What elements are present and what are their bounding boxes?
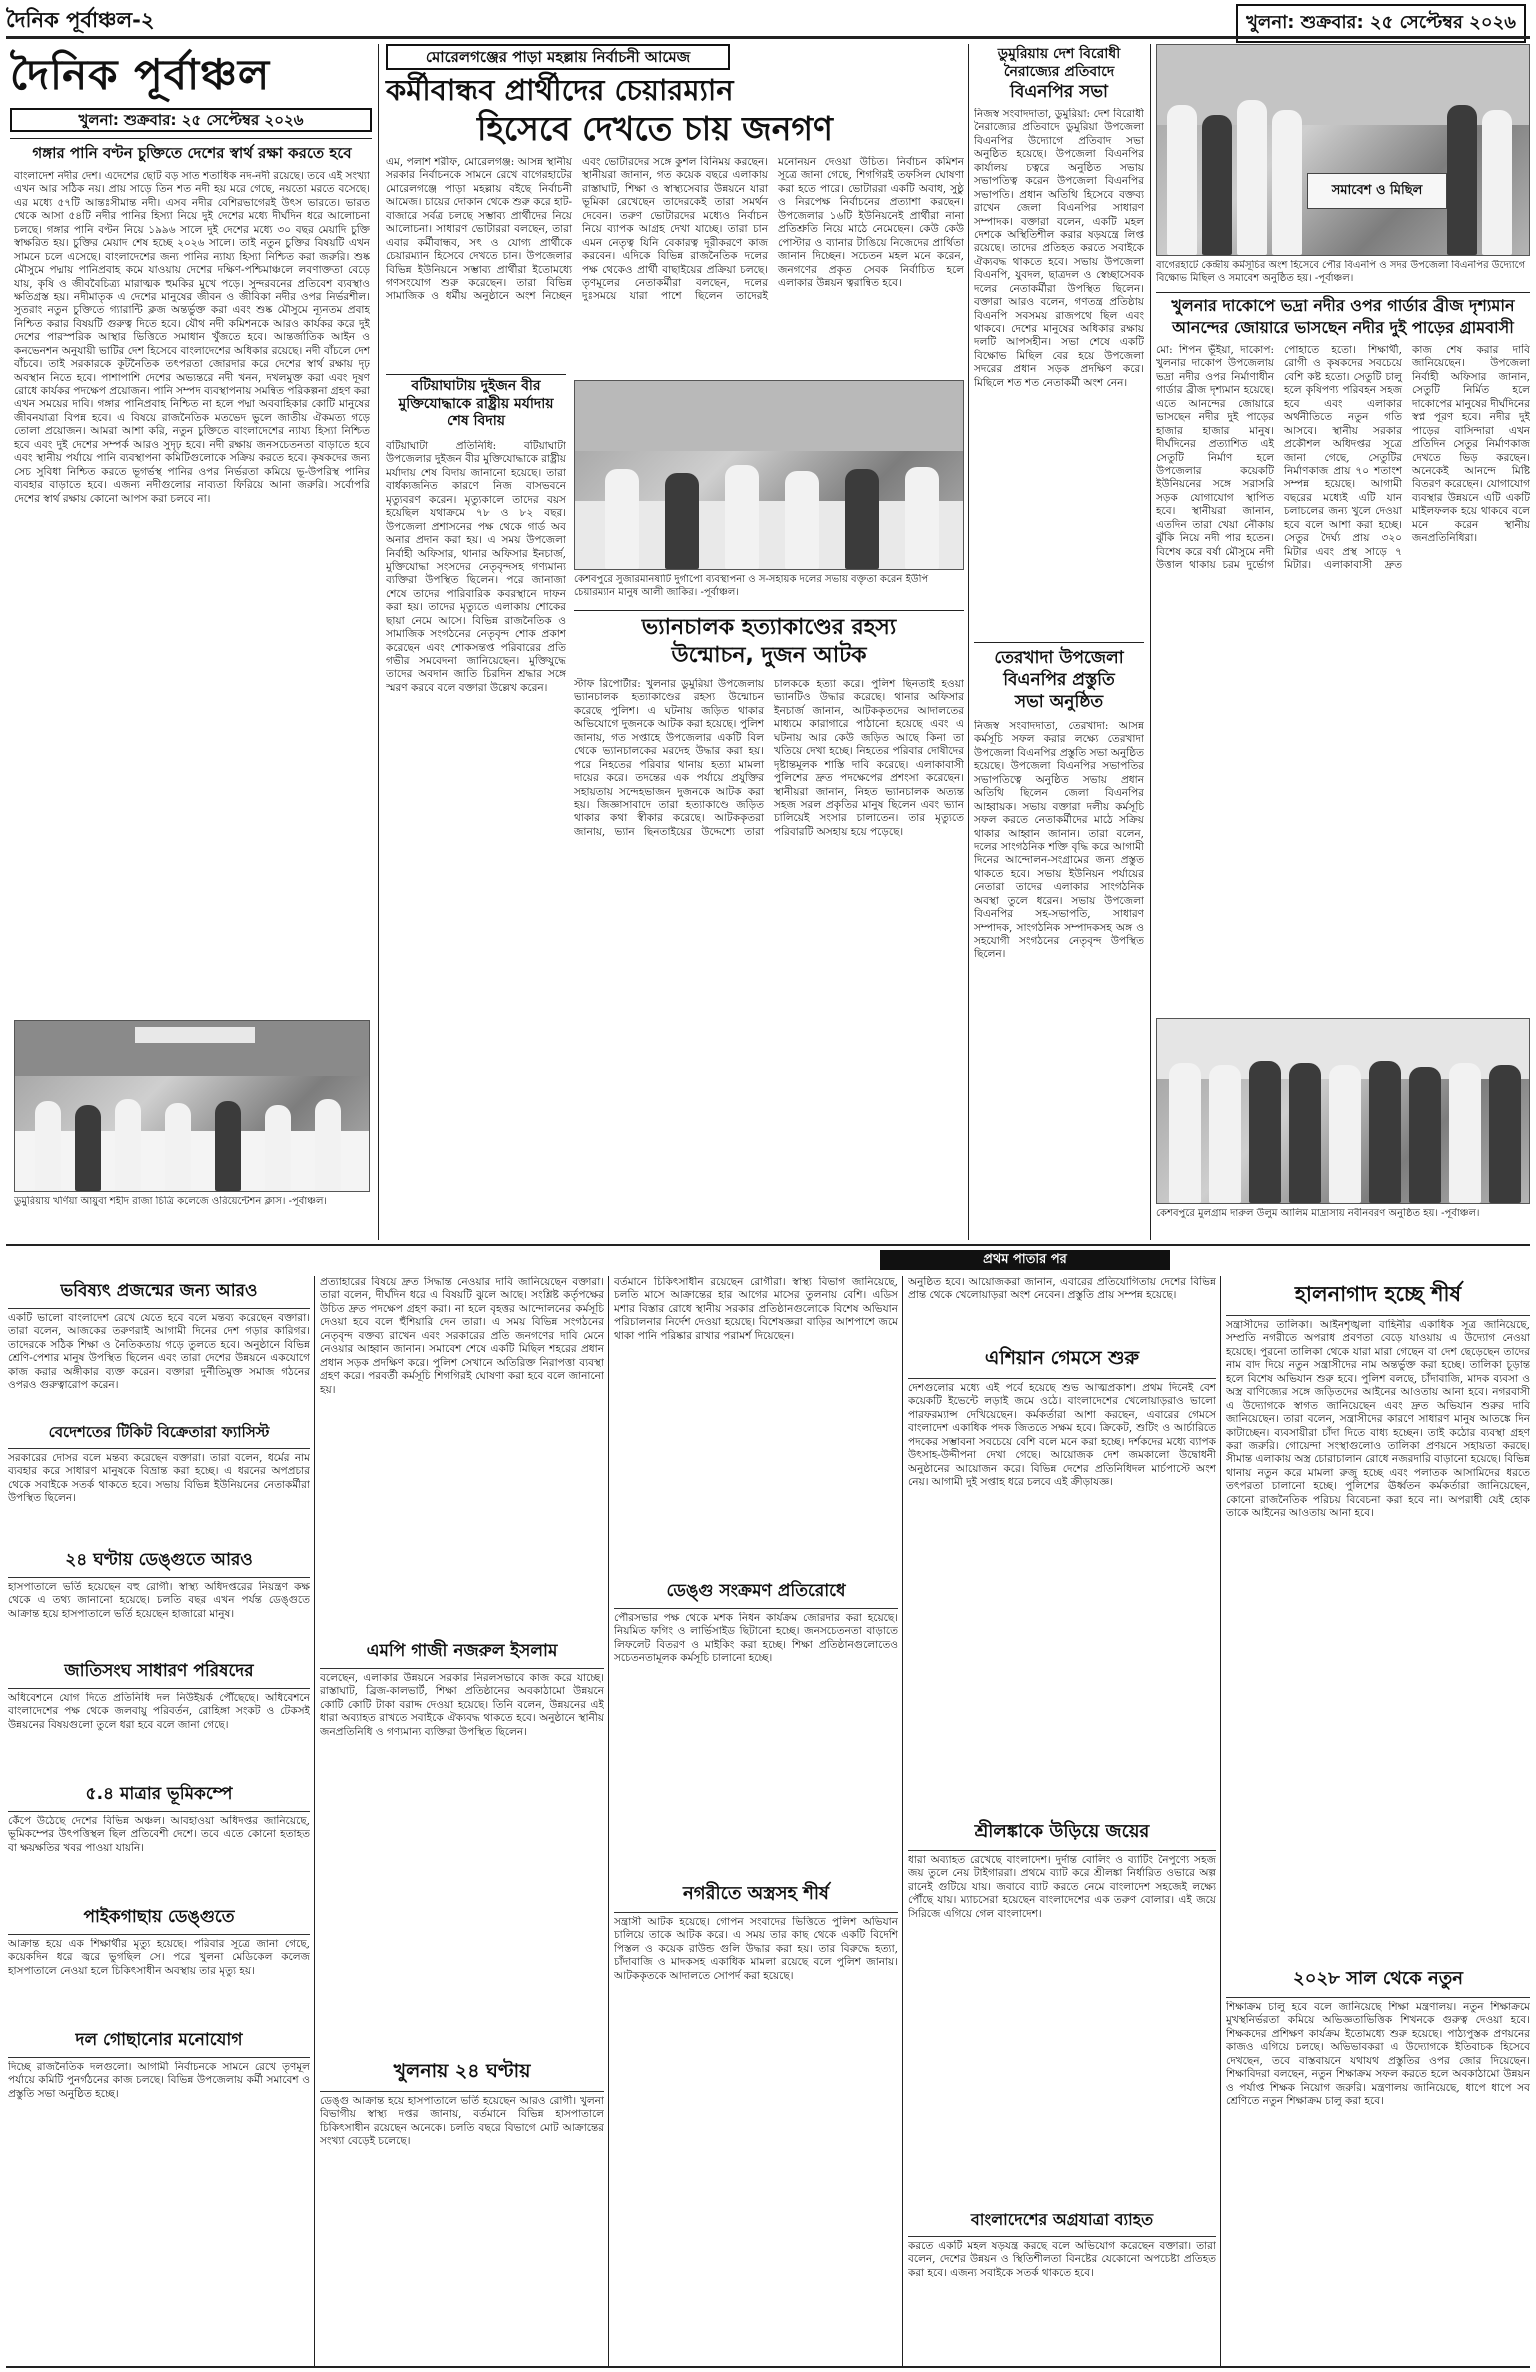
b4-text-1: অনুষ্ঠিত হবে। আয়োজকরা জানান, এবারের প্রতিযোগিতায় দেশের বিভিন্ন প্রান্ত থেকে খেলোয়াড়রা অংশ নেবেন। প্রস্তুতি প্রায় সম্পন্ন হয়েছে।	[908, 1276, 1216, 1302]
col4-photo-2-caption: কেশবপুরে মুলগ্রাম দারুল উলুম আলিম মাদ্রাসায় নবীনবরণ অনুষ্ঠিত হয়। -পূর্বাঞ্চল।	[1156, 1208, 1480, 1219]
b1-text-5: কেঁপে উঠেছে দেশের বিভিন্ন অঞ্চল। আবহাওয়া অধিদপ্তর জানিয়েছে, ভূমিকম্পের উৎপত্তিস্থল ছিল প্রতিবেশী দেশে। তবে এতে কোনো হতাহত বা ক্ষয়ক্ষতির খবর পাওয়া যায়নি।	[8, 1815, 310, 1854]
b4-text-3: ধারা অব্যাহত রেখেছে বাংলাদেশ। দুর্দান্ত বোলিং ও ব্যাটিং নৈপুণ্যে সহজ জয় তুলে নেয় টাইগাররা। প্রথমে ব্যাট করে শ্রীলঙ্কা নির্ধারিত ওভারে অল্প রানেই গুটিয়ে যায়। জবাবে ব্যাট করতে নেমে বাংলাদেশ সহজেই লক্ষ্যে পৌঁছে যায়। ম্যাচসেরা হয়েছেন বাংলাদেশের এক তরুণ বোলার। এই জয়ে সিরিজে এগিয়ে গেল বাংলাদেশ।	[908, 1854, 1216, 1920]
header-date: খুলনা: শুক্রবার: ২৫ সেপ্টেম্বর ২০২৬	[1236, 4, 1526, 43]
b4-text-4: করতে একটি মহল ষড়যন্ত্র করছে বলে অভিযোগ করেছেন বক্তারা। তারা বলেন, দেশের উন্নয়ন ও স্থিতিশীলতা বিনষ্টের যেকোনো অপচেষ্টা প্রতিহত করা হবে। এজন্য সবাইকে সতর্ক থাকতে হবে।	[908, 2240, 1216, 2279]
b5-headline-2: ২০২৮ সাল থেকে নতুন	[1226, 1962, 1530, 1998]
b2-headline-1: এমপি গাজী নজরুল ইসলাম	[320, 1636, 604, 1669]
col2-sub-body: বটিয়াঘাটা প্রতিনিধি: বটিয়াঘাটা উপজেলার দুইজন বীর মুক্তিযোদ্ধাকে রাষ্ট্রীয় মর্যাদায় শেষ বিদায় জানানো হয়েছে। তারা বার্ধক্যজনিত কারণে নিজ বাসভবনে মৃত্যুবরণ করেন। মৃত্যুকালে তাদের বয়স হয়েছিল যথাক্রমে ৭৮ ও ৮২ বছর। উপজেলা প্রশাসনের পক্ষ থেকে গার্ড অব অনার প্রদান করা হয়। এ সময় উপজেলা নির্বাহী অফিসার, থানার অফিসার ইনচার্জ, মুক্তিযোদ্ধা সংসদের নেতৃবৃন্দসহ গণ্যমান্য ব্যক্তিরা উপস্থিত ছিলেন। পরে জানাজা শেষে তাদের পারিবারিক কবরস্থানে দাফন করা হয়। তাদের মৃত্যুতে এলাকায় শোকের ছায়া নেমে আসে। বিভিন্ন রাজনৈতিক ও সামাজিক সংগঠনের নেতৃবৃন্দ শোক প্রকাশ করেছেন এবং শোকসন্তপ্ত পরিবারের প্রতি গভীর সমবেদনা জানিয়েছেন। মুক্তিযুদ্ধে তাদের অবদান জাতি চিরদিন শ্রদ্ধার সঙ্গে স্মরণ করবে বলে বক্তারা উল্লেখ করেন।	[386, 440, 566, 694]
b1-headline-7: দল গোছানোর মনোযোগ	[8, 2025, 310, 2058]
col2-headline-2: হিসেবে দেখতে চায় জনগণ	[477, 109, 833, 148]
col4-headline-1: খুলনার দাকোপে ভদ্রা নদীর ওপর গার্ডার ব্রীজ দৃশ্যমান	[1171, 296, 1515, 315]
b1-headline-6: পাইকগাছায় ডেঙ্গুতে	[8, 1902, 310, 1935]
b3-text-3: সন্ত্রাসী আটক হয়েছে। গোপন সংবাদের ভিত্তিতে পুলিশ অভিযান চালিয়ে তাকে আটক করে। এ সময় তার কাছ থেকে একটি বিদেশি পিস্তল ও কয়েক রাউন্ড গুলি উদ্ধার করা হয়। তার বিরুদ্ধে হত্যা, চাঁদাবাজি ও মাদকসহ একাধিক মামলা রয়েছে বলে পুলিশ জানায়। আটককৃতকে আদালতে সোপর্দ করা হয়েছে।	[614, 1916, 898, 1982]
col4-banner: সমাবেশ ও মিছিল	[1307, 173, 1447, 209]
bottom-col-2	[320, 1276, 604, 2366]
b1-text-3: হাসপাতালে ভর্তি হয়েছেন বহু রোগী। স্বাস্থ্য অধিদপ্তরের নিয়ন্ত্রণ কক্ষ থেকে এ তথ্য জানানো হয়েছে। চলতি বছর এখন পর্যন্ত ডেঙ্গুতে আক্রান্ত হয়ে হাসপাতালে ভর্তি হয়েছেন হাজারো মানুষ।	[8, 1581, 310, 1620]
b1-headline-4: জাতিসংঘ সাধারণ পরিষদের	[8, 1656, 310, 1689]
b4-text-2: দেশগুলোর মধ্যে এই পর্বে হয়েছে শুভ আত্মপ্রকাশ। প্রথম দিনেই বেশ কয়েকটি ইভেন্টে লড়াই জমে ওঠে। বাংলাদেশের খেলোয়াড়রাও ভালো পারফরম্যান্স দেখিয়েছেন। কর্মকর্তারা আশা করছেন, এবারের গেমসে বাংলাদেশ একাধিক পদক জিততে সক্ষম হবে। ক্রিকেট, শুটিং ও আর্চারিতে পদকের সম্ভাবনা সবচেয়ে বেশি বলে মনে করা হচ্ছে। দর্শকদের মধ্যে ব্যাপক উৎসাহ-উদ্দীপনা দেখা গেছে। আয়োজক দেশ জমকালো উদ্বোধনী অনুষ্ঠানের আয়োজন করে। বিভিন্ন দেশের প্রতিনিধিদল মার্চপাস্টে অংশ নেয়। আগামী দুই সপ্তাহ ধরে চলবে এই ক্রীড়াযজ্ঞ।	[908, 1382, 1216, 1489]
b1-headline-2: বেদেশতের টিকিট বিক্রেতারা ফ্যাসিস্ট	[8, 1419, 310, 1449]
col3-headline-1: ডুমুরিয়ায় দেশ বিরোধী	[997, 46, 1121, 62]
b1-headline-3: ২৪ ঘণ্টায় ডেঙ্গুতে আরও	[8, 1545, 310, 1578]
col4-photo-caption: বাগেরহাটে কেন্দ্রীয় কর্মসূচির অংশ হিসেবে পৌর বিএনপি ও সদর উপজেলা বিএনপির উদ্যোগে বিক্ষোভ মিছিল ও সমাবেশ অনুষ্ঠিত হয়। -পূর্বাঞ্চল।	[1156, 260, 1526, 284]
b5-text-1: সন্ত্রাসীদের তালিকা। আইনশৃঙ্খলা বাহিনীর একাধিক সূত্র জানিয়েছে, সম্প্রতি নগরীতে অপরাধ প্রবণতা বেড়ে যাওয়ায় এ উদ্যোগ নেওয়া হয়েছে। পুরনো তালিকা থেকে যারা মারা গেছেন বা দেশ ছেড়েছেন তাদের নাম বাদ দিয়ে নতুন সন্ত্রাসীদের নাম অন্তর্ভুক্ত করা হচ্ছে। তালিকা চূড়ান্ত হলে বিশেষ অভিযান শুরু হবে। পুলিশ বলছে, চাঁদাবাজি, মাদক ব্যবসা ও অস্ত্র বাণিজ্যের সঙ্গে জড়িতদের আইনের আওতায় আনা হবে। নগরবাসী এ উদ্যোগকে স্বাগত জানিয়েছেন এবং দ্রুত অভিযান শুরুর দাবি জানিয়েছেন। তারা বলেন, সন্ত্রাসীদের কারণে সাধারণ মানুষ আতঙ্কে দিন কাটাচ্ছেন। ব্যবসায়ীরা চাঁদা দিতে বাধ্য হচ্ছেন। তাই কঠোর ব্যবস্থা গ্রহণ করা জরুরি। গোয়েন্দা সংস্থাগুলোও তালিকা প্রণয়নে সহায়তা করছে। সীমান্ত এলাকায় অস্ত্র চোরাচালান রোধে নজরদারি বাড়ানো হয়েছে। বিভিন্ন থানায় নতুন করে মামলা রুজু হচ্ছে এবং পলাতক আসামিদের ধরতে তৎপরতা চালানো হচ্ছে। পুলিশের ঊর্ধ্বতন কর্মকর্তারা জানিয়েছেন, কোনো রাজনৈতিক পরিচয় বিবেচনা করা হবে না। অপরাধী যেই হোক তাকে আইনের আওতায় আনা হবে।	[1226, 1319, 1530, 1520]
masthead-date: খুলনা: শুক্রবার: ২৫ সেপ্টেম্বর ২০২৬	[10, 108, 372, 132]
col4-headline-2: আনন্দের জোয়ারে ভাসছেন নদীর দুই পাড়ের গ্রামবাসী	[1172, 318, 1514, 337]
col2-lower-headline-1: ভ্যানচালক হত্যাকাণ্ডের রহস্য	[641, 615, 897, 640]
col3-body: নিজস্ব সংবাদদাতা, ডুমুরিয়া: দেশ বিরোধী নৈরাজ্যের প্রতিবাদে ডুমুরিয়া উপজেলা বিএনপির উদ্যোগে প্রতিবাদ সভা অনুষ্ঠিত হয়েছে। উপজেলা বিএনপির কার্যালয় চত্বরে অনুষ্ঠিত সভায় সভাপতিত্ব করেন উপজেলা বিএনপির সভাপতি। প্রধান অতিথি হিসেবে বক্তব্য রাখেন জেলা বিএনপির সাধারণ সম্পাদক। বক্তারা বলেন, একটি মহল দেশকে অস্থিতিশীল করার ষড়যন্ত্রে লিপ্ত রয়েছে। তাদের প্রতিহত করতে সবাইকে ঐক্যবদ্ধ থাকতে হবে। সভায় উপজেলা বিএনপি, যুবদল, ছাত্রদল ও স্বেচ্ছাসেবক দলের নেতাকর্মীরা উপস্থিত ছিলেন। বক্তারা আরও বলেন, গণতন্ত্র প্রতিষ্ঠায় বিএনপি সবসময় রাজপথে ছিল এবং থাকবে। দেশের মানুষের অধিকার রক্ষায় দলটি আপসহীন। সভা শেষে একটি বিক্ষোভ মিছিল বের হয়ে উপজেলা সদরের প্রধান সড়ক প্রদক্ষিণ করে। মিছিলে শত শত নেতাকর্মী অংশ নেন।	[974, 108, 1144, 389]
bottom-col-3	[614, 1276, 898, 2366]
bottom-col-5	[1226, 1276, 1530, 2366]
col1-photo-caption: ডুমুরিয়ায় খর্ণিয়া আয়ুবা শহীদ রাজা চিত্রি কলেজে ওরিয়েন্টেশন ক্লাস। -পূর্বাঞ্চল।	[14, 1196, 327, 1207]
section-name: দৈনিক পূর্বাঞ্চল-২	[6, 8, 155, 32]
col1-photo	[14, 1020, 370, 1192]
b3-headline-1: ডেঙ্গু সংক্রমণ প্রতিরোধে	[614, 1576, 898, 1609]
col4-body: মো: শিপন ভূঁইয়া, দাকোপ: খুলনার দাকোপ উপজেলায় ভদ্রা নদীর ওপর নির্মাণাধীন গার্ডার ব্রীজ দৃশ্যমান হয়েছে। এতে আনন্দের জোয়ারে ভাসছেন নদীর দুই পাড়ের হাজার হাজার মানুষ। দীর্ঘদিনের প্রত্যাশিত এই সেতুটি নির্মাণ হলে উপজেলার কয়েকটি ইউনিয়নের সঙ্গে সরাসরি সড়ক যোগাযোগ স্থাপিত হবে। স্থানীয়রা জানান, এতদিন তারা খেয়া নৌকায় ঝুঁকি নিয়ে নদী পার হতেন। বিশেষ করে বর্ষা মৌসুমে নদী উত্তাল থাকায় চরম দুর্ভোগ পোহাতে হতো। শিক্ষার্থী, রোগী ও কৃষকদের সবচেয়ে বেশি কষ্ট হতো। সেতুটি চালু হলে কৃষিপণ্য পরিবহন সহজ হবে এবং এলাকার অর্থনীতিতে নতুন গতি আসবে। স্থানীয় সরকার প্রকৌশল অধিদপ্তর সূত্রে জানা গেছে, সেতুটির নির্মাণকাজ প্রায় ৭০ শতাংশ সম্পন্ন হয়েছে। আগামী বছরের মধ্যেই এটি যান চলাচলের জন্য খুলে দেওয়া হবে বলে আশা করা হচ্ছে। সেতুর দৈর্ঘ্য প্রায় ৩২০ মিটার এবং প্রস্থ সাড়ে ৭ মিটার। এলাকাবাসী দ্রুত কাজ শেষ করার দাবি জানিয়েছেন। উপজেলা নির্বাহী অফিসার জানান, সেতুটি নির্মিত হলে দাকোপের মানুষের দীর্ঘদিনের স্বপ্ন পূরণ হবে। নদীর দুই পাড়ের বাসিন্দারা এখন প্রতিদিন সেতুর নির্মাণকাজ দেখতে ভিড় করছেন। অনেকেই আনন্দে মিষ্টি বিতরণ করেছেন। যোগাযোগ ব্যবস্থার উন্নয়নে এটি একটি মাইলফলক হয়ে থাকবে বলে মনে করেন স্থানীয় জনপ্রতিনিধিরা।	[1156, 344, 1530, 571]
b4-headline-2: শ্রীলঙ্কাকে উড়িয়ে জয়ের	[908, 1815, 1216, 1851]
b1-text-7: দিচ্ছে রাজনৈতিক দলগুলো। আগামী নির্বাচনকে সামনে রেখে তৃণমূল পর্যায়ে কমিটি পুনর্গঠনের কাজ চলছে। বিভিন্ন উপজেলায় কর্মী সমাবেশ ও প্রস্তুতি সভা অনুষ্ঠিত হচ্ছে।	[8, 2061, 310, 2100]
col3-sub-headline-1: তেরখাদা উপজেলা	[994, 648, 1124, 668]
b2-text-2: বলেছেন, এলাকার উন্নয়নে সরকার নিরলসভাবে কাজ করে যাচ্ছে। রাস্তাঘাট, ব্রিজ-কালভার্ট, শিক্ষা প্রতিষ্ঠানের অবকাঠামো উন্নয়নে কোটি কোটি টাকা বরাদ্দ দেওয়া হয়েছে। তিনি বলেন, উন্নয়নের এই ধারা অব্যাহত রাখতে সবাইকে ঐক্যবদ্ধ থাকতে হবে। অনুষ্ঠানে স্থানীয় জনপ্রতিনিধি ও গণ্যমান্য ব্যক্তিরা উপস্থিত ছিলেন।	[320, 1672, 604, 1738]
b2-headline-2: খুলনায় ২৪ ঘণ্টায়	[320, 2055, 604, 2092]
col3-sub-body: নিজস্ব সংবাদদাতা, তেরখাদা: আসন্ন কর্মসূচি সফল করার লক্ষ্যে তেরখাদা উপজেলা বিএনপির প্রস্তুতি সভা অনুষ্ঠিত হয়েছে। উপজেলা বিএনপির সভাপতির সভাপতিত্বে অনুষ্ঠিত সভায় প্রধান অতিথি ছিলেন জেলা বিএনপির আহ্বায়ক। সভায় বক্তারা দলীয় কর্মসূচি সফল করতে নেতাকর্মীদের মাঠে সক্রিয় থাকার আহ্বান জানান। তারা বলেন, দলের সাংগঠনিক শক্তি বৃদ্ধি করে আগামী দিনের আন্দোলন-সংগ্রামের জন্য প্রস্তুত থাকতে হবে। সভায় ইউনিয়ন পর্যায়ের নেতারা তাদের এলাকার সাংগঠনিক অবস্থা তুলে ধরেন। সভায় উপজেলা বিএনপির সহ-সভাপতি, সাধারণ সম্পাদক, সাংগঠনিক সম্পাদকসহ অঙ্গ ও সহযোগী সংগঠনের নেতৃবৃন্দ উপস্থিত ছিলেন।	[974, 720, 1144, 961]
b3-headline-2: নগরীতে অস্ত্রসহ শীর্ষ	[614, 1877, 898, 1913]
b1-text-1: একটি ভালো বাংলাদেশ রেখে যেতে হবে বলে মন্তব্য করেছেন বক্তারা। তারা বলেন, আজকের তরুণরাই আগামী দিনের দেশ গড়ার কারিগর। তাদেরকে সঠিক শিক্ষা ও নৈতিকতায় গড়ে তুলতে হবে। অনুষ্ঠানে বিভিন্ন শ্রেণি-পেশার মানুষ উপস্থিত ছিলেন এবং তারা দেশের উন্নয়নে একযোগে কাজ করার অঙ্গীকার ব্যক্ত করেন। বক্তারা দুর্নীতিমুক্ত সমাজ গঠনের ওপরও গুরুত্বারোপ করেন।	[8, 1312, 310, 1392]
col2-kicker: মোরেলগঞ্জের পাড়া মহল্লায় নির্বাচনী আমেজ	[386, 44, 730, 70]
bottom-col-4	[908, 1276, 1216, 2366]
b5-text-2: শিক্ষাক্রম চালু হবে বলে জানিয়েছে শিক্ষা মন্ত্রণালয়। নতুন শিক্ষাক্রমে মুখস্থনির্ভরতা কমিয়ে অভিজ্ঞতাভিত্তিক শিখনকে গুরুত্ব দেওয়া হবে। শিক্ষকদের প্রশিক্ষণ কার্যক্রম ইতোমধ্যে শুরু হয়েছে। পাঠ্যপুস্তক প্রণয়নের কাজও এগিয়ে চলছে। অভিভাবকরা এ উদ্যোগকে ইতিবাচক হিসেবে দেখছেন, তবে বাস্তবায়নে যথাযথ প্রস্তুতির ওপর জোর দিয়েছেন। শিক্ষাবিদরা বলছেন, নতুন শিক্ষাক্রম সফল করতে হলে অবকাঠামো উন্নয়ন ও পর্যাপ্ত শিক্ষক নিয়োগ জরুরি। মন্ত্রণালয় জানিয়েছে, ধাপে ধাপে সব শ্রেণিতে নতুন শিক্ষাক্রম চালু করা হবে।	[1226, 2001, 1530, 2108]
col2-body: এম, পলাশ শরীফ, মোরেলগঞ্জ: আসন্ন স্থানীয় সরকার নির্বাচনকে সামনে রেখে বাগেরহাটের মোরেলগঞ্জে পাড়া মহল্লায় বইছে নির্বাচনী আমেজ। চায়ের দোকান থেকে শুরু করে হাট-বাজারে সর্বত্র চলছে সম্ভাব্য প্রার্থীদের নিয়ে আলোচনা। সাধারণ ভোটাররা বলছেন, তারা এবার কর্মীবান্ধব, সৎ ও যোগ্য প্রার্থীকে চেয়ারম্যান হিসেবে দেখতে চান। উপজেলার বিভিন্ন ইউনিয়নে সম্ভাব্য প্রার্থীরা ইতোমধ্যে গণসংযোগ শুরু করেছেন। তারা বিভিন্ন সামাজিক ও ধর্মীয় অনুষ্ঠানে অংশ নিচ্ছেন এবং ভোটারদের সঙ্গে কুশল বিনিময় করছেন। স্থানীয়রা জানান, গত কয়েক বছরে এলাকায় রাস্তাঘাট, শিক্ষা ও স্বাস্থ্যসেবার উন্নয়নে যারা ভূমিকা রেখেছেন তাদেরকেই তারা সমর্থন দেবেন। তরুণ ভোটারদের মধ্যেও নির্বাচন নিয়ে ব্যাপক আগ্রহ দেখা যাচ্ছে। তারা চান এমন নেতৃত্ব যিনি বেকারত্ব দূরীকরণে কাজ করবেন। এদিকে বিভিন্ন রাজনৈতিক দলের পক্ষ থেকেও প্রার্থী বাছাইয়ের প্রক্রিয়া চলছে। তৃণমূলের নেতাকর্মীরা বলছেন, দলের দুঃসময়ে যারা পাশে ছিলেন তাদেরই মনোনয়ন দেওয়া উচিত। নির্বাচন কমিশন সূত্রে জানা গেছে, শিগগিরই তফসিল ঘোষণা করা হতে পারে। ভোটাররা একটি অবাধ, সুষ্ঠু ও নিরপেক্ষ নির্বাচনের প্রত্যাশা করছেন। উপজেলার ১৬টি ইউনিয়নেই প্রার্থীরা নানা প্রতিশ্রুতি নিয়ে মাঠে নেমেছেন। কেউ কেউ পোস্টার ও ব্যানার টাঙিয়ে নিজেদের প্রার্থিতা জানান দিচ্ছেন। সচেতন মহল মনে করেন, জনগণের প্রকৃত সেবক নির্বাচিত হলে এলাকার উন্নয়ন ত্বরান্বিত হবে।	[386, 156, 964, 303]
col2-lower-headline-2: উন্মোচন, দুজন আটক	[671, 643, 867, 668]
col2-sub-headline: বটিয়াঘাটায় দুইজন বীর মুক্তিযোদ্ধাকে রাষ্ট্রীয় মর্যাদায় শেষ বিদায়	[398, 378, 554, 429]
b3-text-2: পৌরসভার পক্ষ থেকে মশক নিধন কার্যক্রম জোরদার করা হয়েছে। নিয়মিত ফগিং ও লার্ভিসাইড ছিটানো হচ্ছে। জনসচেতনতা বাড়াতে লিফলেট বিতরণ ও মাইকিং করা হচ্ছে। শিক্ষা প্রতিষ্ঠানগুলোতেও সচেতনতামূলক কর্মসূচি চালানো হচ্ছে।	[614, 1612, 898, 1665]
b2-text-3: ডেঙ্গু আক্রান্ত হয়ে হাসপাতালে ভর্তি হয়েছেন আরও রোগী। খুলনা বিভাগীয় স্বাস্থ্য দপ্তর জানায়, বর্তমানে বিভিন্ন হাসপাতালে চিকিৎসাধীন রয়েছেন অনেকে। চলতি বছরে বিভাগে মোট আক্রান্তের সংখ্যা বেড়েই চলেছে।	[320, 2095, 604, 2148]
continuation-label: প্রথম পাতার পর	[983, 1252, 1067, 1267]
col4-photo	[1156, 44, 1530, 256]
b4-headline-1: এশিয়ান গেমসে শুরু	[908, 1342, 1216, 1379]
b4-headline-3: বাংলাদেশের অগ্রযাত্রা ব্যাহত	[908, 2205, 1216, 2237]
col1-headline: গঙ্গার পানি বণ্টন চুক্তিতে দেশের স্বার্থ রক্ষা করতে হবে	[32, 144, 352, 162]
col3-headline-2: নৈরাজ্যের প্রতিবাদে	[1003, 64, 1115, 80]
col4-photo-2	[1156, 1018, 1530, 1204]
b2-text-1: প্রত্যাহারের বিষয়ে দ্রুত সিদ্ধান্ত নেওয়ার দাবি জানিয়েছেন বক্তারা। তারা বলেন, দীর্ঘদিন ধরে এ বিষয়টি ঝুলে আছে। সংশ্লিষ্ট কর্তৃপক্ষের উচিত দ্রুত পদক্ষেপ গ্রহণ করা। না হলে বৃহত্তর আন্দোলনের কর্মসূচি দেওয়া হবে বলে হুঁশিয়ারি দেন তারা। এ সময় বিভিন্ন সংগঠনের নেতৃবৃন্দ বক্তব্য রাখেন এবং সরকারের প্রতি জনগণের দাবি মেনে নেওয়ার আহ্বান জানান। সমাবেশ শেষে একটি মিছিল শহরের প্রধান প্রধান সড়ক প্রদক্ষিণ করে। পুলিশ সেখানে অতিরিক্ত নিরাপত্তা ব্যবস্থা গ্রহণ করে। পরবর্তী কর্মসূচি শিগগিরই ঘোষণা করা হবে বলে জানানো হয়।	[320, 1276, 604, 1396]
b3-text-1: বর্তমানে চিকিৎসাধীন রয়েছেন রোগীরা। স্বাস্থ্য বিভাগ জানিয়েছে, চলতি মাসে আক্রান্তের হার আগের মাসের তুলনায় বেশি। এডিস মশার বিস্তার রোধে স্থানীয় সরকার প্রতিষ্ঠানগুলোকে বিশেষ অভিযান পরিচালনার নির্দেশ দেওয়া হয়েছে। বিশেষজ্ঞরা বাড়ির আশপাশে জমে থাকা পানি পরিষ্কার রাখার পরামর্শ দিয়েছেন।	[614, 1276, 898, 1342]
masthead-logo: দৈনিক পূর্বাঞ্চল	[10, 50, 271, 99]
col2-headline-1: কর্মীবান্ধব প্রার্থীদের চেয়ারম্যান	[386, 73, 734, 107]
bottom-col-1	[8, 1276, 310, 2366]
col3-headline-3: বিএনপির সভা	[1010, 82, 1108, 102]
b1-headline-5: ৫.৪ মাত্রার ভূমিকম্পে	[8, 1779, 310, 1812]
col2-photo	[574, 380, 964, 570]
header-rule	[6, 36, 1530, 39]
col3-sub-headline-2: বিএনপির প্রস্তুতি	[1003, 670, 1115, 690]
col3-sub-headline-3: সভা অনুষ্ঠিত	[1014, 692, 1104, 712]
b1-text-4: অধিবেশনে যোগ দিতে প্রতিনিধি দল নিউইয়র্ক পৌঁছেছে। অধিবেশনে বাংলাদেশের পক্ষ থেকে জলবায়ু পরিবর্তন, রোহিঙ্গা সংকট ও টেকসই উন্নয়নের বিষয়গুলো তুলে ধরা হবে বলে জানা গেছে।	[8, 1692, 310, 1731]
b1-headline-1: ভবিষ্যৎ প্রজন্মের জন্য আরও	[8, 1276, 310, 1309]
b5-headline-1: হালনাগাদ হচ্ছে শীর্ষ	[1226, 1276, 1530, 1316]
b1-text-2: সরকারের দোসর বলে মন্তব্য করেছেন বক্তারা। তারা বলেন, ধর্মের নাম ব্যবহার করে সাধারণ মানুষকে বিভ্রান্ত করা হচ্ছে। এ ধরনের অপপ্রচার থেকে সবাইকে সতর্ক থাকতে হবে। সভায় বিভিন্ন ইউনিয়নের নেতাকর্মীরা উপস্থিত ছিলেন।	[8, 1452, 310, 1505]
col2-photo-caption: কেশবপুরে সুজারমানষাটি দুর্গাপো ব্যবস্থাপনা ও স-সহায়ক দলের সভায় বক্তৃতা করেন ইউপি চেয়ারম্যান মানুষ আলী জাকির। -পূর্বাঞ্চল।	[574, 574, 929, 598]
col1-body: বাংলাদেশ নদীর দেশ। এদেশের ছোট বড় সাত শতাধিক নদ-নদী রয়েছে। তবে এই সংখ্যা এখন আর সঠিক নয়। প্রায় সাড়ে তিন শত নদী হয় মরে গেছে, নয়তো মরতে বসেছে। এর মধ্যে ৫৭টি আন্তঃসীমান্ত নদী। এসব নদীর বেশিরভাগেরই উৎস ভারতে। ভারত থেকে আসা ৫৪টি নদীর পানির হিস্যা নিয়ে দুই দেশের মধ্যে দীর্ঘদিন ধরে আলোচনা চলছে। গঙ্গার পানি বণ্টন নিয়ে ১৯৯৬ সালে দুই দেশের মধ্যে ৩০ বছর মেয়াদি চুক্তি স্বাক্ষরিত হয়। চুক্তির মেয়াদ শেষ হচ্ছে ২০২৬ সালে। তাই নতুন চুক্তির বিষয়টি এখন সামনে চলে এসেছে। বাংলাদেশের জন্য পানির ন্যায্য হিস্যা নিশ্চিত করা জরুরি। শুষ্ক মৌসুমে পদ্মায় পানিপ্রবাহ কমে যাওয়ায় দেশের দক্ষিণ-পশ্চিমাঞ্চলে লবণাক্ততা বেড়ে যায়, কৃষি ও জীববৈচিত্র্য মারাত্মক হুমকির মুখে পড়ে। সুন্দরবনের প্রতিবেশ ব্যবস্থাও ক্ষতিগ্রস্ত হয়। নদীমাতৃক এ দেশের মানুষের জীবন ও জীবিকা নদীর ওপর নির্ভরশীল। সুতরাং নতুন চুক্তিতে গ্যারান্টি ক্লজ অন্তর্ভুক্ত করা এবং শুষ্ক মৌসুমে ন্যূনতম প্রবাহ নিশ্চিত করার বিষয়টি গুরুত্ব দিতে হবে। যৌথ নদী কমিশনকে আরও কার্যকর করে দুই দেশের পারস্পরিক আস্থার ভিত্তিতে সমাধান খুঁজতে হবে। আন্তর্জাতিক আইন ও কনভেনশন অনুযায়ী ভাটির দেশ হিসেবে বাংলাদেশের অধিকার রয়েছে। নদী বাঁচলে দেশ বাঁচবে। তাই সরকারকে কূটনৈতিক তৎপরতা জোরদার করে দেশের স্বার্থ রক্ষায় দৃঢ় অবস্থান নিতে হবে। পাশাপাশি দেশের অভ্যন্তরে নদী খনন, দখলমুক্ত করা এবং দূষণ রোধে কার্যকর পদক্ষেপ প্রয়োজন। পানি সম্পদ ব্যবস্থাপনায় সমন্বিত পরিকল্পনা গ্রহণ করা এখন সময়ের দাবি। গঙ্গার পানিপ্রবাহ নিশ্চিত না হলে পদ্মা অববাহিকার কোটি মানুষের জীবনযাত্রা বিপন্ন হবে। এ বিষয়ে রাজনৈতিক মতভেদ ভুলে জাতীয় ঐকমত্য গড়ে তোলা প্রয়োজন। আমরা আশা করি, নতুন চুক্তিতে বাংলাদেশের ন্যায্য হিস্যা নিশ্চিত হবে এবং দুই দেশের সম্পর্ক আরও সুদৃঢ় হবে। নদী রক্ষায় জনসচেতনতা বাড়াতে হবে এবং স্থানীয় পর্যায়ে পানি ব্যবস্থাপনা কমিটিগুলোকে সক্রিয় করতে হবে। কৃষকদের জন্য সেচ সুবিধা নিশ্চিত করতে ভূগর্ভস্থ পানির ওপর নির্ভরতা কমিয়ে ভূ-উপরিস্থ পানির ব্যবহার বাড়াতে হবে। এজন্য নদীগুলোর নাব্যতা ফিরিয়ে আনা জরুরি। সর্বোপরি দেশের স্বার্থ রক্ষায় কোনো আপস করা চলবে না।	[14, 170, 370, 505]
b1-text-6: আক্রান্ত হয়ে এক শিক্ষার্থীর মৃত্যু হয়েছে। পরিবার সূত্রে জানা গেছে, কয়েকদিন ধরে জ্বরে ভুগছিল সে। পরে খুলনা মেডিকেল কলেজ হাসপাতালে নেওয়া হলে চিকিৎসাধীন অবস্থায় তার মৃত্যু হয়।	[8, 1938, 310, 1977]
col2-lower-body: স্টাফ রিপোর্টার: খুলনার ডুমুরিয়া উপজেলায় ভ্যানচালক হত্যাকাণ্ডের রহস্য উন্মোচন করেছে পুলিশ। এ ঘটনায় জড়িত থাকার অভিযোগে দুজনকে আটক করা হয়েছে। পুলিশ জানায়, গত সপ্তাহে উপজেলার একটি বিল থেকে ভ্যানচালকের মরদেহ উদ্ধার করা হয়। পরে নিহতের পরিবার থানায় হত্যা মামলা দায়ের করে। তদন্তের এক পর্যায়ে প্রযুক্তির সহায়তায় সন্দেহভাজন দুজনকে আটক করা হয়। জিজ্ঞাসাবাদে তারা হত্যাকাণ্ডে জড়িত থাকার কথা স্বীকার করেছে। আটককৃতরা জানায়, ভ্যান ছিনতাইয়ের উদ্দেশ্যে তারা চালককে হত্যা করে। পুলিশ ছিনতাই হওয়া ভ্যানটিও উদ্ধার করেছে। থানার অফিসার ইনচার্জ জানান, আটককৃতদের আদালতের মাধ্যমে কারাগারে পাঠানো হয়েছে এবং এ ঘটনায় আর কেউ জড়িত আছে কিনা তা খতিয়ে দেখা হচ্ছে। নিহতের পরিবার দোষীদের দৃষ্টান্তমূলক শাস্তি দাবি করেছে। এলাকাবাসী পুলিশের দ্রুত পদক্ষেপের প্রশংসা করেছেন। স্থানীয়রা জানান, নিহত ভ্যানচালক অত্যন্ত সহজ সরল প্রকৃতির মানুষ ছিলেন এবং ভ্যান চালিয়েই সংসার চালাতেন। তার মৃত্যুতে পরিবারটি অসহায় হয়ে পড়েছে।	[574, 678, 964, 838]
